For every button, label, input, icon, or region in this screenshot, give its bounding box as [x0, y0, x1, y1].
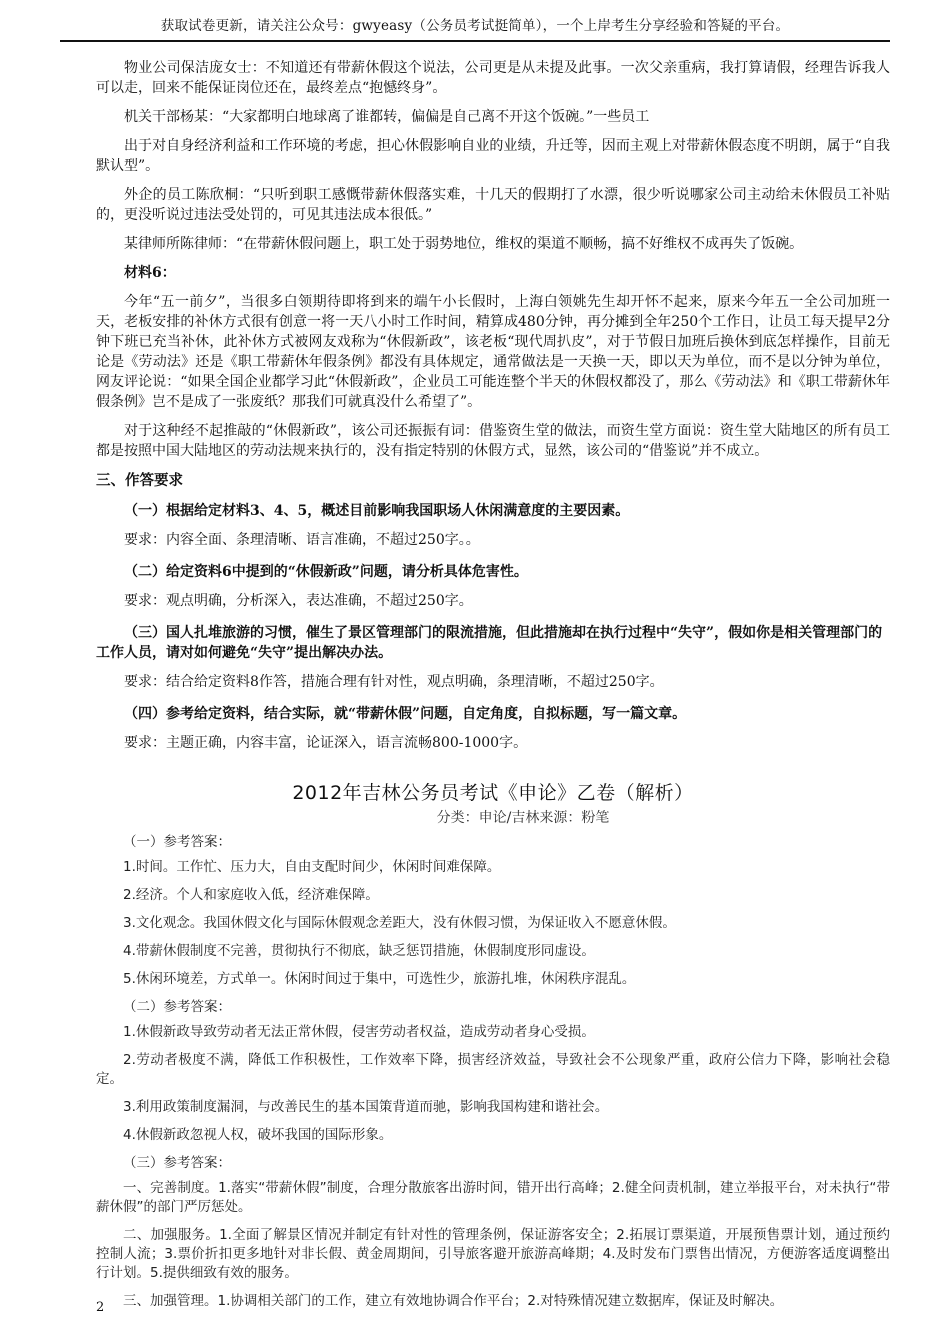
question-1: （一）根据给定材料3、4、5，概述目前影响我国职场人休闲满意度的主要因素。 [124, 503, 630, 519]
section-heading-requirements: 三、作答要求 [96, 472, 183, 489]
analysis-title: 2012年吉林公务员考试《申论》乙卷（解析） [292, 782, 694, 804]
answer-item: 一、完善制度。1.落实“带薪休假”制度，合理分散旅客出游时间，错开出行高峰；2.健全问责机制，建立举报平台，对未执行“带薪休假”的部门严厉惩处。 [96, 1180, 890, 1215]
question-3: （三）国人扎堆旅游的习惯，催生了景区管理部门的限流措施，但此措施却在执行过程中“失守”，假如你是相关管理部门的工作人员，请对如何避免“失守”提出解决办法。 [96, 625, 883, 661]
requirement-2: 要求：观点明确，分析深入，表达准确，不超过250字。 [124, 593, 473, 609]
material-6-label: 材料6： [124, 265, 176, 281]
answer-item: 3.文化观念。我国休假文化与国际休假观念差距大，没有休假习惯，为保证收入不愿意休假。 [123, 915, 676, 931]
page-header: 获取试卷更新，请关注公众号：gwyeasy（公务员考试挺简单），一个上岸考生分享经验和答疑的平台。 [160, 18, 790, 34]
answer-item: 3.利用政策制度漏洞，与改善民生的基本国策背道而驰，影响我国构建和谐社会。 [123, 1099, 609, 1115]
answer-section-label: （一）参考答案： [123, 834, 231, 850]
answer-item: 4.带薪休假制度不完善，贯彻执行不彻底，缺乏惩罚措施，休假制度形同虚设。 [123, 943, 595, 959]
header-rule [60, 40, 890, 42]
answer-section-label: （三）参考答案： [123, 1155, 231, 1171]
page-number: 2 [96, 1300, 105, 1315]
analysis-title-block [96, 779, 890, 829]
requirement-1: 要求：内容全面、条理清晰、语言准确，不超过250字。。 [124, 532, 480, 548]
material-6-paragraph: 对于这种经不起推敲的“休假新政”，该公司还振振有词：借鉴资生堂的做法，而资生堂方面说：资生堂大陆地区的所有员工都是按照中国大陆地区的劳动法规来执行的，没有指定特别的休假方式，显然，该公司的“借鉴说”并不成立。 [96, 423, 890, 459]
requirement-3: 要求：结合给定资料8作答，措施合理有针对性，观点明确，条理清晰，不超过250字。 [124, 674, 664, 690]
answer-item: 2.劳动者极度不满，降低工作积极性，工作效率下降，损害经济效益，导致社会不公现象严重，政府公信力下降，影响社会稳定。 [96, 1052, 890, 1087]
answer-section-label: （二）参考答案： [123, 999, 231, 1015]
answer-item: 5.休闲环境差，方式单一。休闲时间过于集中，可选性少，旅游扎堆，休闲秩序混乱。 [123, 971, 636, 987]
quote-pang: 物业公司保洁庞女士：不知道还有带薪休假这个说法，公司更是从未提及此事。一次父亲重病，我打算请假，经理告诉我人可以走，回来不能保证岗位还在，最终差点“抱憾终身”。 [96, 60, 890, 96]
answer-item: 1.时间。工作忙、压力大，自由支配时间少，休闲时间难保障。 [123, 859, 501, 875]
answer-item: 2.经济。个人和家庭收入低，经济难保障。 [123, 887, 379, 903]
quote-yang: 机关干部杨某：“大家都明白地球离了谁都转，偏偏是自己离不开这个饭碗。”一些员工 [124, 109, 650, 125]
answer-item: 4.休假新政忽视人权，破坏我国的国际形象。 [123, 1127, 393, 1143]
document-body [96, 58, 890, 1320]
question-4: （四）参考给定资料，结合实际，就“带薪休假”问题，自定角度，自拟标题，写一篇文章。 [124, 706, 687, 722]
requirement-4: 要求：主题正确，内容丰富，论证深入，语言流畅800-1000字。 [124, 735, 528, 751]
question-2: （二）给定资料6中提到的“休假新政”问题，请分析具体危害性。 [124, 564, 528, 580]
quote-chen-xintong: 外企的员工陈欣桐：“只听到职工感慨带薪休假落实难，十几天的假期打了水漂，很少听说哪家公司主动给未休假员工补贴的，更没听说过违法受处罚的，可见其违法成本很低。” [96, 187, 890, 223]
analysis-subtitle: 分类：申论/吉林来源：粉笔 [436, 810, 610, 826]
answer-item: 三、加强管理。1.协调相关部门的工作，建立有效地协调合作平台；2.对特殊情况建立数据库，保证及时解决。 [123, 1293, 784, 1309]
answer-item: 二、加强服务。1.全面了解景区情况并制定有针对性的管理条例，保证游客安全；2.拓展订票渠道，开展预售票计划，通过预约控制人流；3.票价折扣更多地针对非长假、黄金周期间，引导旅客避开旅游高峰期；4.及时发布门票售出情况，方便游客适度调整出行计划。5.提供细致有效的服务。 [96, 1227, 890, 1281]
quote-lawyer-chen: 某律师所陈律师：“在带薪休假问题上，职工处于弱势地位，维权的渠道不顺畅，搞不好维权不成再失了饭碗。 [124, 236, 804, 252]
quote-analysis: 出于对自身经济利益和工作环境的考虑，担心休假影响自业的业绩，升迁等，因而主观上对带薪休假态度不明朗，属于“自我默认型”。 [96, 138, 890, 174]
answer-item: 1.休假新政导致劳动者无法正常休假，侵害劳动者权益，造成劳动者身心受损。 [123, 1024, 595, 1040]
material-6-paragraph: 今年“五一前夕”，当很多白领期待即将到来的端午小长假时，上海白领姚先生却开怀不起来，原来今年五一全公司加班一天，老板安排的补休方式很有创意一将一天八小时工作时间，精算成480分钟，再分摊到全年250个工作日，让员工每天提早2分钟下班已充当补休，此补休方式被网友戏称为“休假新政”，该老板“现代周扒皮”，对于节假日加班后换休到底怎样操作，目前无论是《劳动法》还是《职工带薪休年假条例》都没有具体规定，通常做法是一天换一天，即以天为单位，而不是以分钟为单位，网友评论说：“如果全国企业都学习此“休假新政”，企业员工可能连整个半天的休假权都没了，那么《劳动法》和《职工带薪休年假条例》岂不是成了一张废纸？那我们可就真没什么希望了”。 [96, 294, 890, 410]
